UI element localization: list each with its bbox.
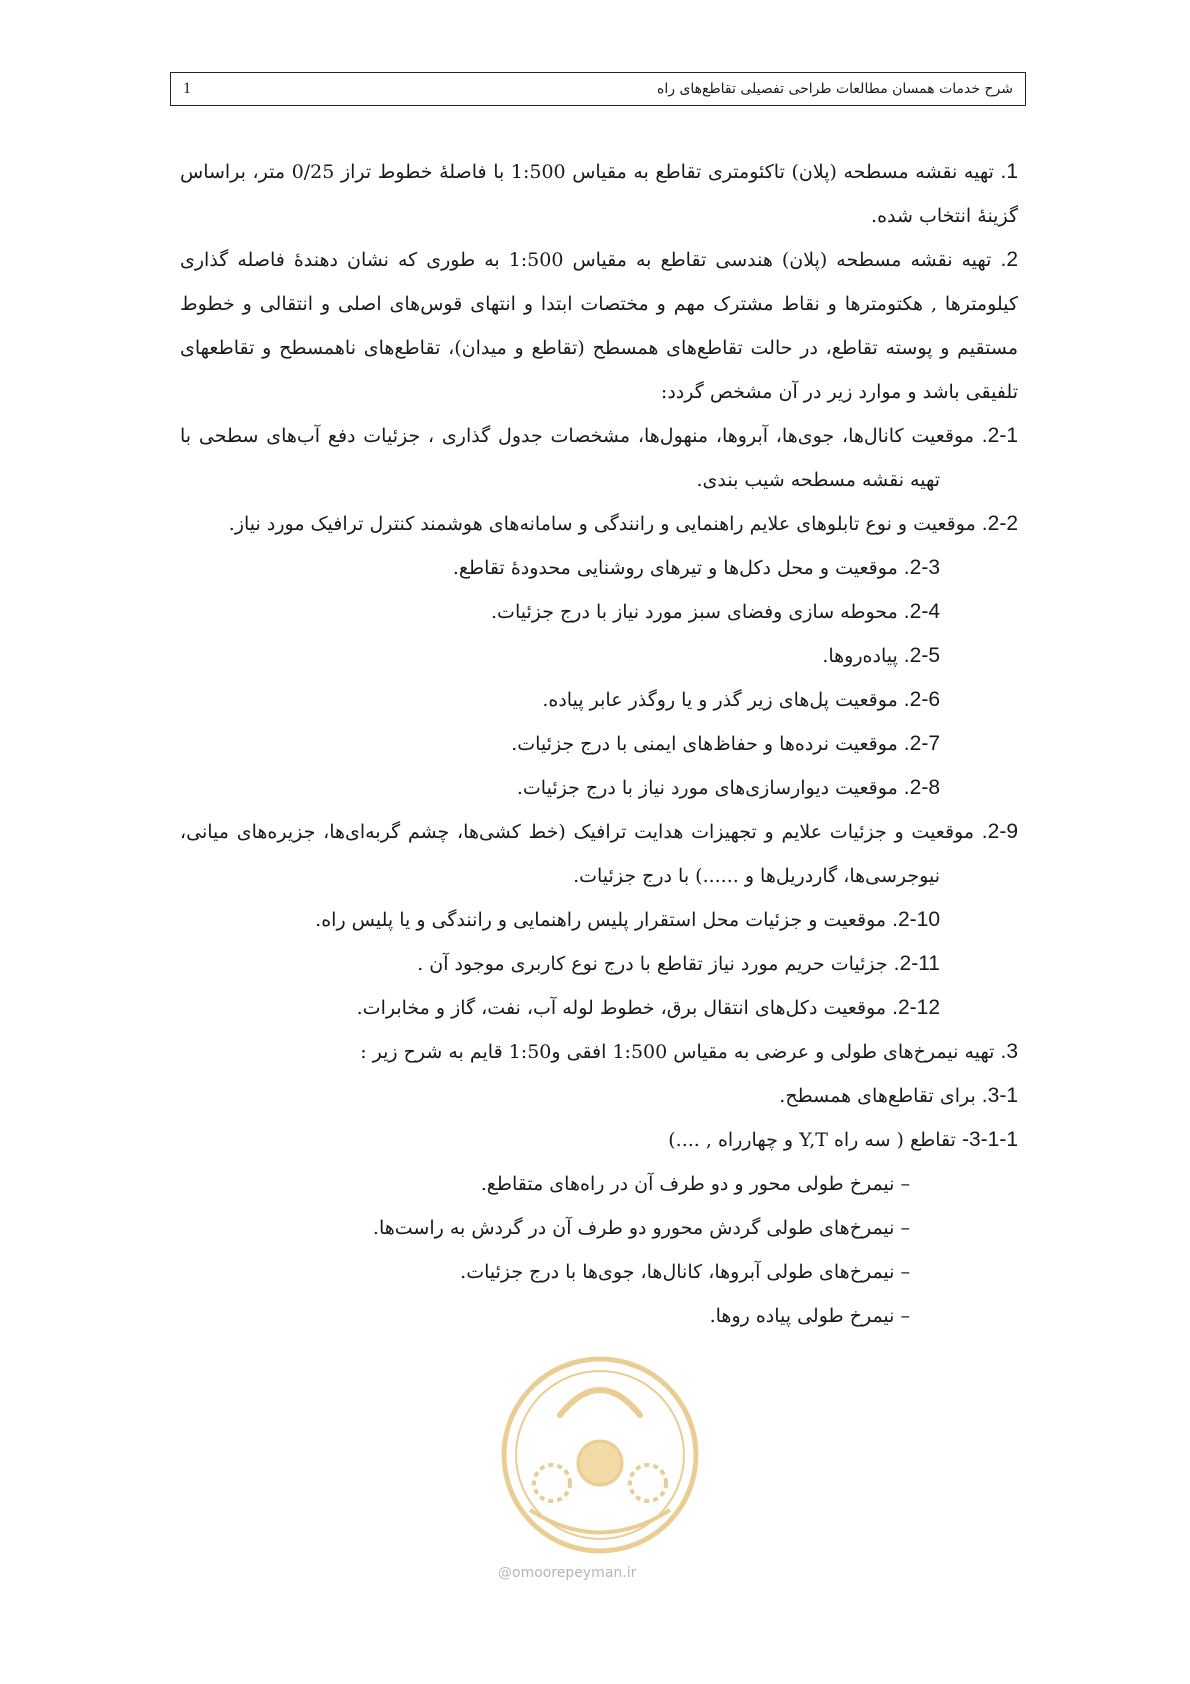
page-header <box>170 72 1026 106</box>
item-2-1: 2-1. موقعیت کانال‌ها، جوی‌ها، آبروها، منهول‌ها، مشخصات جدول گذاری ، جزئیات دفع آب‌های سطحی با تهیه نقشه مسطحه شیب بندی. <box>180 424 1018 491</box>
item-1: 1. تهیه نقشه مسطحه (پلان) تاکئومتری تقاطع به مقیاس 1:500 با فاصلهٔ خطوط تراز 0/25 متر، براساس گزینهٔ انتخاب شده. <box>180 160 1018 227</box>
item-2-4: 2-4. محوطه سازی وفضای سبز مورد نیاز با درج جزئیات. <box>491 600 940 623</box>
item-2-7: 2-7. موقعیت نرده‌ها و حفاظ‌های ایمنی با درج جزئیات. <box>511 732 940 755</box>
watermark-url: @omoorepeyman.ir <box>498 1565 637 1581</box>
header-title: شرح خدمات همسان مطالعات طراحی تفصیلی تقاطع‌های راه <box>657 81 1013 97</box>
item-2-2: 2-2. موقعیت و نوع تابلوهای علایم راهنمایی و رانندگی و سامانه‌های هوشمند کنترل ترافیک مورد نیاز. <box>228 512 1018 535</box>
item-2-5: 2-5. پیاده‌روها. <box>822 644 940 667</box>
item-3-1: 3-1. برای تقاطع‌های همسطح. <box>779 1084 1018 1107</box>
item-2-9: 2-9. موقعیت و جزئیات علایم و تجهیزات هدایت ترافیک (خط کشی‌ها، چشم گربه‌ای‌ها، جزیره‌های میانی، نیوجرسی‌ها، گاردریل‌ها و ......) با درج جزئیات. <box>180 820 1018 887</box>
item-2-3: 2-3. موقعیت و محل دکل‌ها و تیرهای روشنایی محدودهٔ تقاطع. <box>452 556 940 579</box>
bullet-item: – نیمرخ طولی محور و دو طرف آن در راه‌های متقاطع. <box>480 1173 910 1195</box>
bullet-item: – نیمرخ طولی پیاده روها. <box>709 1305 910 1327</box>
item-3-1-1: 3-1-1- تقاطع ( سه راه Y,T و چهارراه , ....) <box>668 1128 1018 1151</box>
watermark-logo <box>490 1345 710 1565</box>
item-2-8: 2-8. موقعیت دیوارسازی‌های مورد نیاز با درج جزئیات. <box>516 776 940 799</box>
item-2-11: 2-11. جزئیات حریم مورد نیاز تقاطع با درج نوع کاربری موجود آن . <box>417 952 940 975</box>
item-2-6: 2-6. موقعیت پل‌های زیر گذر و یا روگذر عابر پیاده. <box>542 688 940 711</box>
item-2-10: 2-10. موقعیت و جزئیات محل استقرار پلیس راهنمایی و رانندگی و یا پلیس راه. <box>315 908 940 931</box>
item-3: 3. تهیه نیمرخ‌های طولی و عرضی به مقیاس 1:500 افقی و1:50 قایم به شرح زیر : <box>360 1040 1018 1063</box>
item-2: 2. تهیه نقشه مسطحه (پلان) هندسی تقاطع به مقیاس 1:500 به طوری که نشان دهندهٔ فاصله گذاری کیلومترها , هکتومترها و نقاط مشترک مهم و مختصات ابتدا و انتهای قوس‌های اصلی و انتقالی و خطوط مستقیم و پوسته تقاطع، در حالت تقاطع‌های همسطح (تقاطع و میدان)، تقاطع‌های ناهمسطح و تقاطعهای تلفیقی باشد و موارد زیر در آن مشخص گردد: <box>180 248 1018 403</box>
bullet-item: – نیمرخ‌های طولی گردش محورو دو طرف آن در گردش به راست‌ها. <box>372 1217 910 1239</box>
page-number: 1 <box>183 80 191 97</box>
bullet-item: – نیمرخ‌های طولی آبروها، کانال‌ها، جوی‌ها با درج جزئیات. <box>460 1261 910 1283</box>
document-body <box>180 150 1018 1338</box>
item-2-12: 2-12. موقعیت دکل‌های انتقال برق، خطوط لوله آب، نفت، گاز و مخابرات. <box>356 996 940 1019</box>
